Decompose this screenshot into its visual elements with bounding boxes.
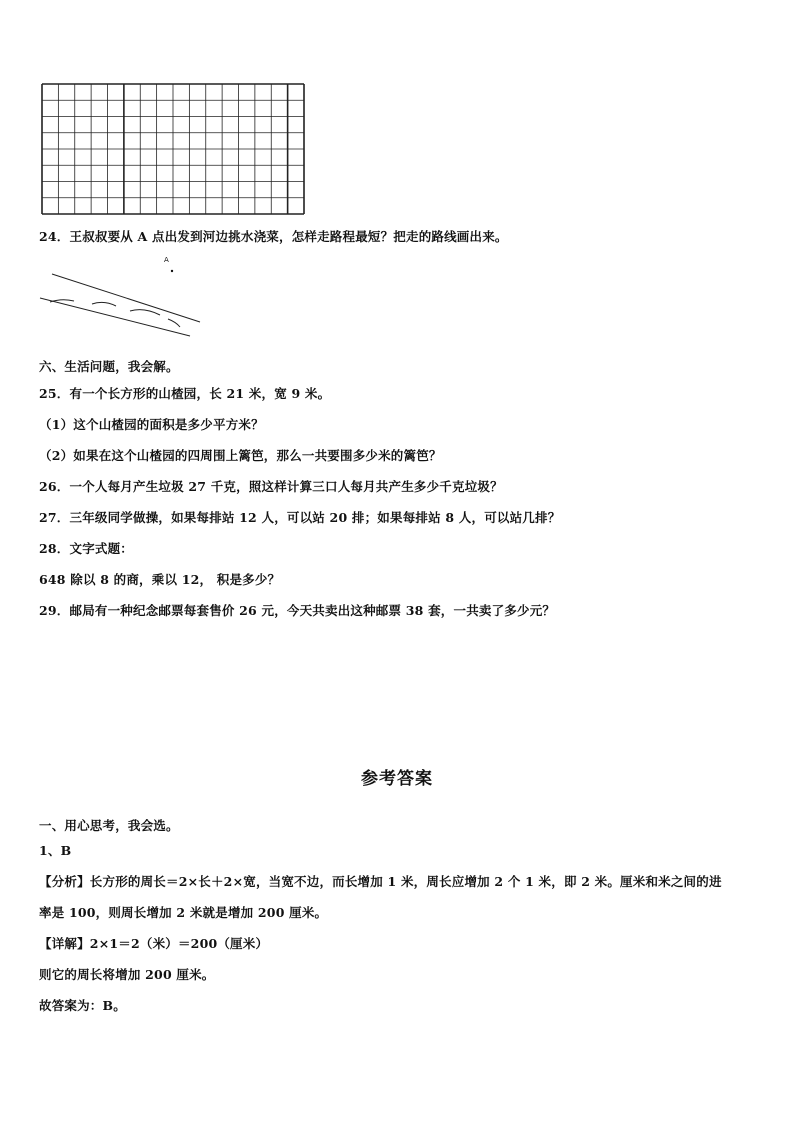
question-25: 25．有一个长方形的山楂园，长 21 米，宽 9 米。	[39, 386, 331, 401]
question-24: 24．王叔叔要从 A 点出发到河边挑水浇菜，怎样走路程最短？把走的路线画出来。	[39, 229, 508, 244]
final-answer: 故答案为：B。	[39, 998, 126, 1013]
square-grid	[41, 83, 305, 215]
analysis-line-1: 【分析】长方形的周长＝2×长＋2×宽，当宽不边，而长增加 1 米，周长应增加 2 个 1 米，即 2 米。厘米和米之间的进	[39, 874, 722, 889]
question-28: 28．文字式题：	[39, 541, 133, 556]
question-25-sub1: （1）这个山楂园的面积是多少平方米？	[39, 417, 264, 432]
river-diagram	[34, 252, 214, 342]
river-illustration	[34, 252, 214, 342]
point-a-label: A	[164, 256, 169, 264]
question-27: 27．三年级同学做操，如果每排站 12 人，可以站 20 排；如果每排站 8 人，可以站几排？	[39, 510, 561, 525]
detail-line: 【详解】2×1＝2（米）＝200（厘米）	[39, 936, 269, 951]
question-28-expression: 648 除以 8 的商，乘以 12， 积是多少？	[39, 572, 281, 587]
question-26: 26．一个人每月产生垃圾 27 千克，照这样计算三口人每月共产生多少千克垃圾？	[39, 479, 503, 494]
question-29: 29．邮局有一种纪念邮票每套售价 26 元，今天共卖出这种邮票 38 套，一共卖了多少元？	[39, 603, 556, 618]
point-a-dot	[171, 270, 173, 272]
analysis-line-2: 率是 100，则周长增加 2 米就是增加 200 厘米。	[39, 905, 328, 920]
answer-1: 1、B	[39, 843, 72, 858]
conclusion-line: 则它的周长将增加 200 厘米。	[39, 967, 215, 982]
answers-section-1: 一、用心思考，我会选。	[39, 818, 179, 833]
question-25-sub2: （2）如果在这个山楂园的四周围上篱笆，那么一共要围多少米的篱笆？	[39, 448, 442, 463]
answers-title: 参考答案	[361, 769, 433, 789]
section-6-heading: 六、生活问题，我会解。	[39, 359, 179, 374]
